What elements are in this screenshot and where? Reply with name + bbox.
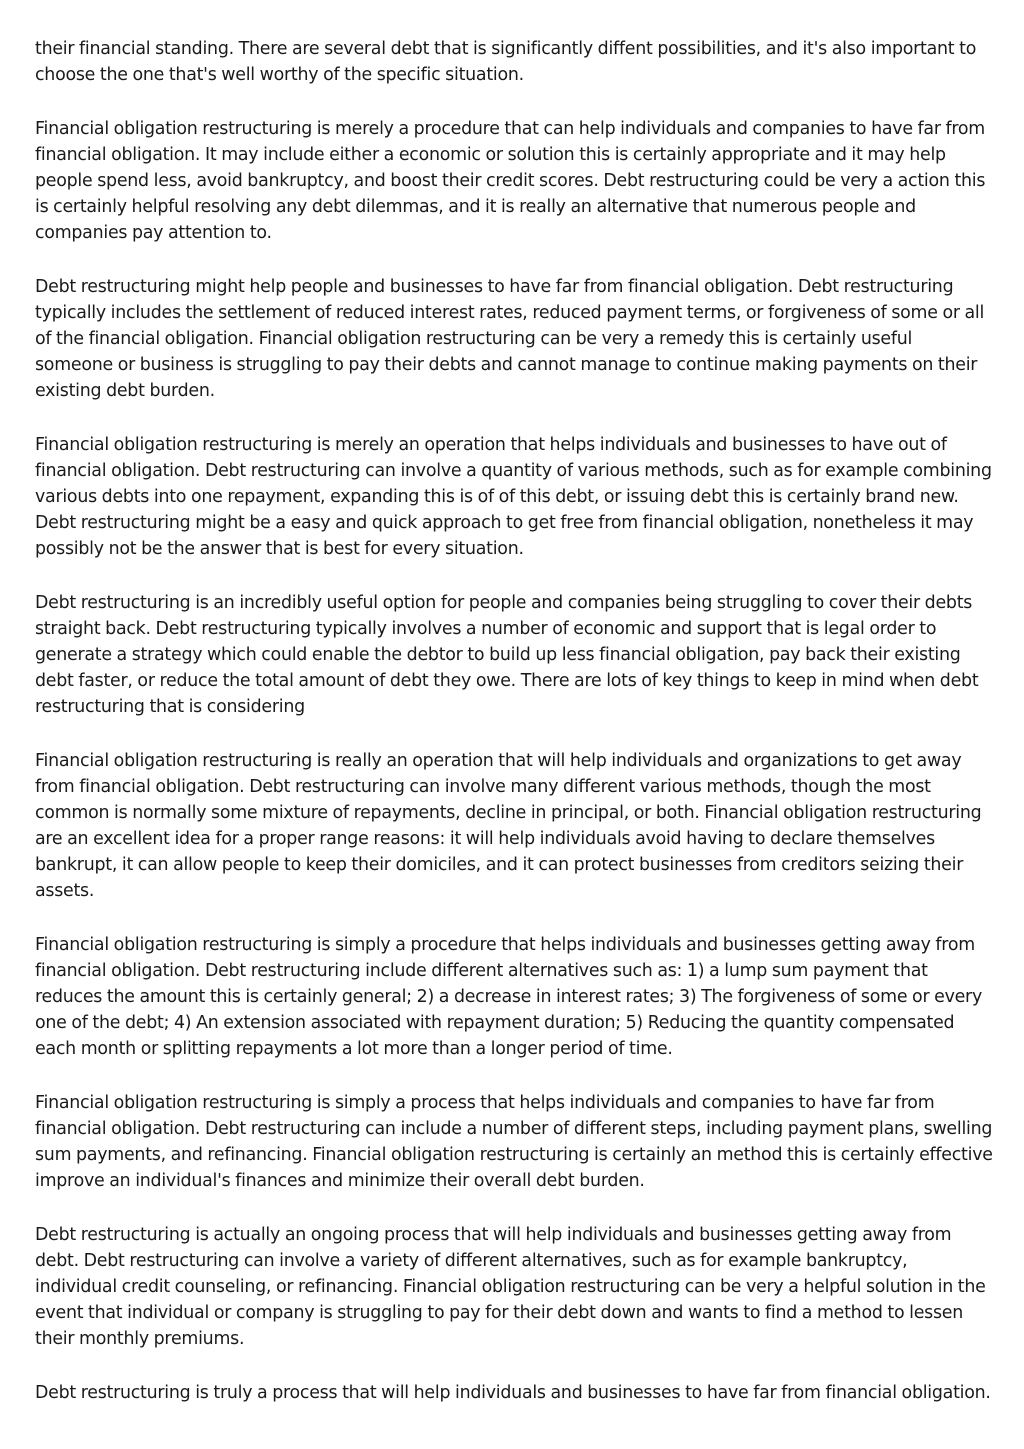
paragraph: their financial standing. There are several debt that is significantly diffent possibilities, and it's also important to choose the one that's well worthy of the specific situation. <box>35 39 977 85</box>
paragraph: Financial obligation restructuring is merely a procedure that can help individuals and companies to have far from financial obligation. It may include either a economic or solution this is certainly appropriate and it may help people spend less, avoid bankruptcy, and boost their credit scores. Debt restructuring could be very a action this is certainly helpful resolving any debt dilemmas, and it is really an alternative that numerous people and companies pay attention to. <box>35 119 986 243</box>
paragraph: Financial obligation restructuring is simply a procedure that helps individuals and businesses getting away from financial obligation. Debt restructuring include different alternatives such as: 1) a lump sum payment that reduces the amount this is certainly general; 2) a decrease in interest rates; 3) The forgiveness of some or every one of the debt; 4) An extension associated with repayment duration; 5) Reducing the quantity compensated each month or splitting repayments a lot more than a longer period of time. <box>35 935 982 1059</box>
paragraph: Debt restructuring might help people and businesses to have far from financial obligation. Debt restructuring typically includes the settlement of reduced interest rates, reduced payment terms, or forgiveness of some or all of the financial obligation. Financial obligation restructuring can be very a remedy this is certainly useful someone or business is struggling to pay their debts and cannot manage to continue making payments on their existing debt burden. <box>35 277 985 401</box>
paragraph: Financial obligation restructuring is simply a process that helps individuals and companies to have far from financial obligation. Debt restructuring can include a number of different steps, including payment plans, swelling sum payments, and refinancing. Financial obligation restructuring is certainly an method this is certainly effective improve an individual's finances and minimize their overall debt burden. <box>35 1093 993 1191</box>
paragraph: Debt restructuring is actually an ongoing process that will help individuals and businesses getting away from debt. Debt restructuring can involve a variety of different alternatives, such as for example bankruptcy, individual credit counseling, or refinancing. Financial obligation restructuring can be very a helpful solution in the event that individual or company is struggling to pay for their debt down and wants to find a method to lessen their monthly premiums. <box>35 1225 986 1349</box>
paragraph: Financial obligation restructuring is really an operation that will help individuals and organizations to get away from financial obligation. Debt restructuring can involve many different various methods, though the most common is normally some mixture of repayments, decline in principal, or both. Financial obligation restructuring are an excellent idea for a proper range reasons: it will help individuals avoid having to declare themselves bankrupt, it can allow people to keep their domiciles, and it can protect businesses from creditors seizing their assets. <box>35 751 982 901</box>
document-body <box>35 36 993 1434</box>
paragraph: Debt restructuring is truly a process that will help individuals and businesses to have far from financial obligation. <box>35 1383 991 1403</box>
paragraph: Financial obligation restructuring is merely an operation that helps individuals and businesses to have out of financial obligation. Debt restructuring can involve a quantity of various methods, such as for example combining various debts into one repayment, expanding this is of of this debt, or issuing debt this is certainly brand new. Debt restructuring might be a easy and quick approach to get free from financial obligation, nonetheless it may possibly not be the answer that is best for every situation. <box>35 435 992 559</box>
paragraph: Debt restructuring is an incredibly useful option for people and companies being struggling to cover their debts straight back. Debt restructuring typically involves a number of economic and support that is legal order to generate a strategy which could enable the debtor to build up less financial obligation, pay back their existing debt faster, or reduce the total amount of debt they owe. There are lots of key things to keep in mind when debt restructuring that is considering <box>35 593 979 717</box>
